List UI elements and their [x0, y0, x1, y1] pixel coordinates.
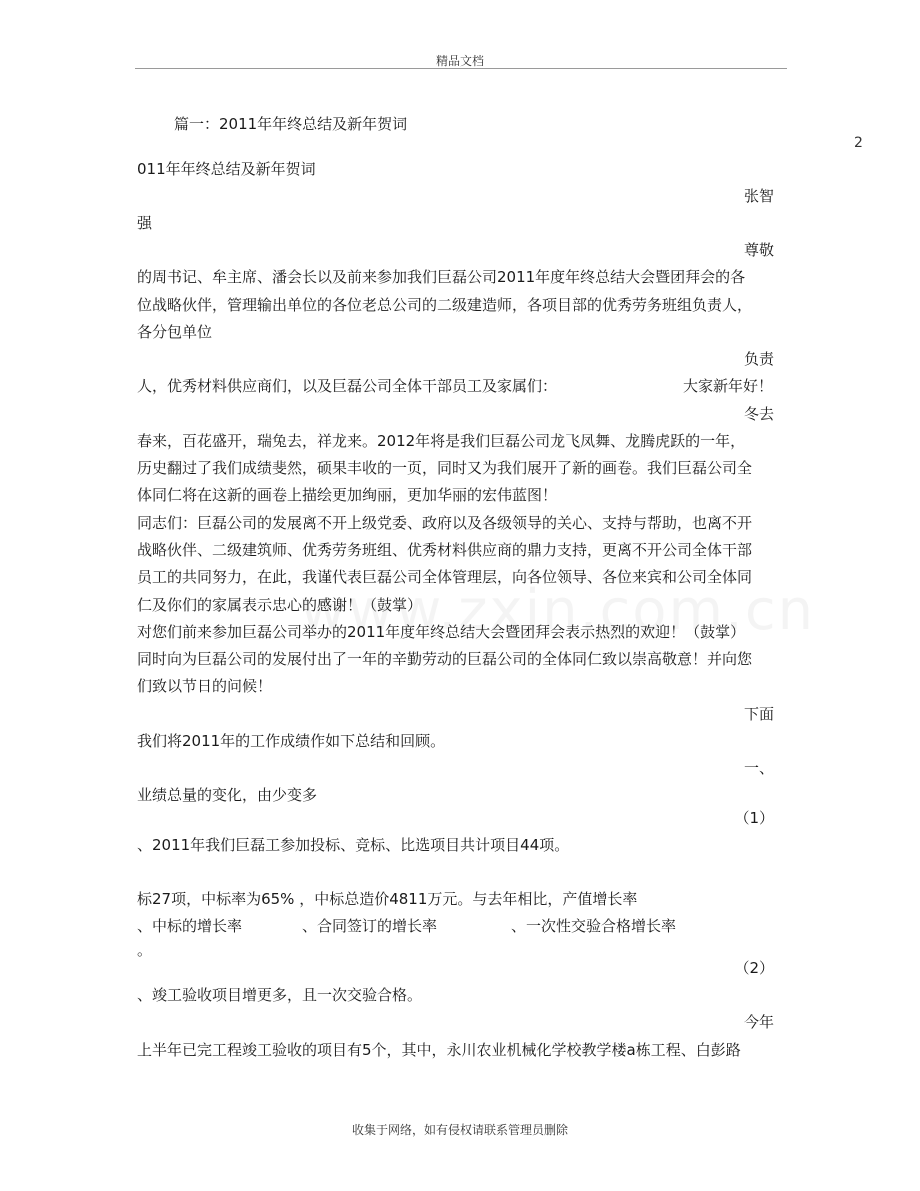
- paragraph-head: 下面: [743, 705, 774, 723]
- paragraph-line: 员工的共同努力，在此，我谨代表巨磊公司全体管理层，向各位领导、各位来宾和公司全体同: [137, 568, 753, 586]
- author-line-a: 张智: [743, 187, 774, 205]
- paragraph-line: 、竣工验收项目增更多，且一次交验合格。: [137, 986, 423, 1004]
- paragraph-line: 同志们：巨磊公司的发展离不开上级党委、政府以及各级领导的关心、支持与帮助，也离不开: [137, 514, 753, 532]
- paragraph-line: 的周书记、牟主席、潘会长以及前来参加我们巨磊公司2011年度年终总结大会暨团拜会的各: [137, 268, 746, 286]
- paragraph-line: 仁及你们的家属表示忠心的感谢！（鼓掌）: [137, 596, 423, 614]
- paragraph-head: 尊敬: [743, 241, 774, 259]
- paragraph-line: 各分包单位: [137, 323, 213, 341]
- paragraph-line: 上半年已完工程竣工验收的项目有5个，其中，永川农业机械化学校教学楼a栋工程、白彭路: [137, 1041, 741, 1059]
- paragraph-line: 、一次性交验合格增长率: [511, 917, 677, 935]
- paragraph-line: 标27项，中标率为65% ，中标总造价4811万元。与去年相比，产值增长率: [137, 890, 638, 908]
- header-divider: [135, 68, 787, 69]
- item-number: （1）: [734, 809, 774, 827]
- paragraph-line: 、2011年我们巨磊工参加投标、竞标、比选项目共计项目44项。: [137, 836, 570, 854]
- paragraph-head: 负责: [743, 350, 774, 368]
- margin-page-number: 2: [854, 135, 863, 151]
- paragraph-line: 人，优秀材料供应商们，以及巨磊公司全体干部员工及家属们：: [137, 377, 558, 395]
- section-number: 一、: [743, 759, 774, 777]
- paragraph-line: 位战略伙伴，管理输出单位的各位老总公司的二级建造师，各项目部的优秀劳务班组负责人，: [137, 296, 753, 314]
- greeting-text: 大家新年好！: [683, 377, 774, 395]
- author-line-b: 强: [137, 214, 153, 232]
- paragraph-line: 对您们前来参加巨磊公司举办的2011年度年终总结大会暨团拜会表示热烈的欢迎！（鼓掌）: [137, 623, 746, 641]
- page-header-label: 精品文档: [435, 54, 484, 68]
- document-subtitle: 011年年终总结及新年贺词: [137, 160, 316, 178]
- paragraph-line: 。: [137, 941, 153, 959]
- paragraph-line: 、合同签订的增长率: [302, 917, 438, 935]
- paragraph-head: 今年: [743, 1013, 774, 1031]
- paragraph-head: 冬去: [743, 405, 774, 423]
- paragraph-line: 同时向为巨磊公司的发展付出了一年的辛勤劳动的巨磊公司的全体同仁致以崇高敬意！并向您: [137, 650, 753, 668]
- section-heading: 业绩总量的变化，由少变多: [137, 786, 318, 804]
- paragraph-line: 我们将2011年的工作成绩作如下总结和回顾。: [137, 732, 446, 750]
- paragraph-line: 春来，百花盛开，瑞兔去，祥龙来。2012年将是我们巨磊公司龙飞凤舞、龙腾虎跃的一年，: [137, 432, 746, 450]
- page-footer-label: 收集于网络，如有侵权请联系管理员删除: [351, 1123, 568, 1137]
- document-title: 篇一：2011年年终总结及新年贺词: [174, 115, 408, 133]
- item-number: （2）: [734, 959, 774, 977]
- paragraph-line: 体同仁将在这新的画卷上描绘更加绚丽，更加华丽的宏伟蓝图！: [137, 486, 558, 504]
- paragraph-line: 们致以节日的问候！: [137, 677, 273, 695]
- paragraph-line: 历史翻过了我们成绩斐然，硕果丰收的一页，同时又为我们展开了新的画卷。我们巨磊公司全: [137, 459, 753, 477]
- paragraph-line: 战略伙伴、二级建筑师、优秀劳务班组、优秀材料供应商的鼎力支持，更离不开公司全体干部: [137, 541, 753, 559]
- paragraph-line: 、中标的增长率: [137, 917, 243, 935]
